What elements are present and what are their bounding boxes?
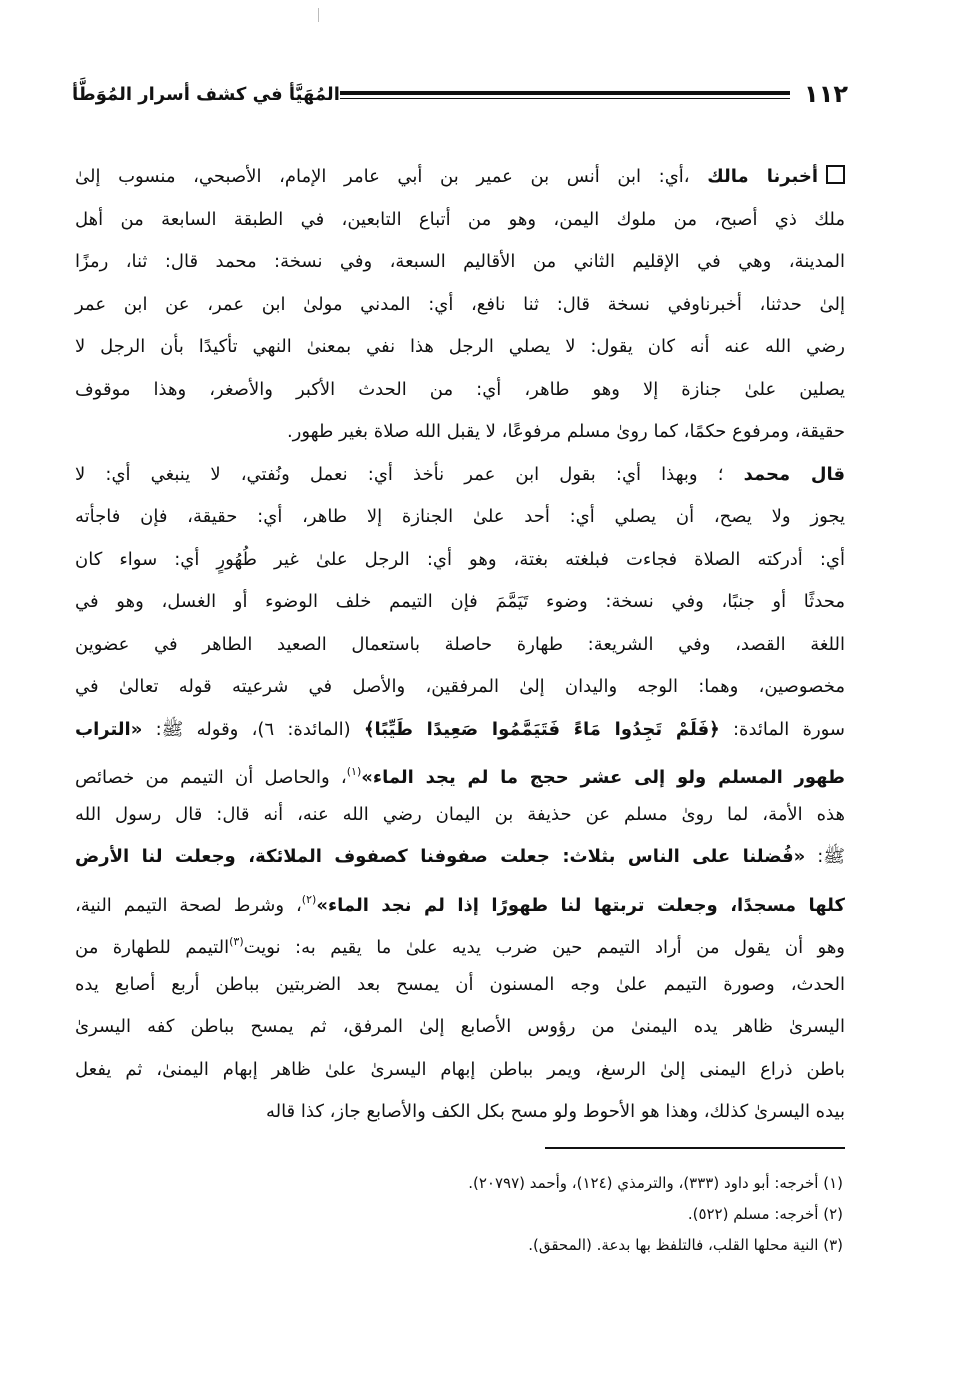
page-header (72, 78, 848, 114)
text-line (75, 326, 845, 369)
text-segment: يصلين علىٰ جنازة إلا وهو طاهر، أي: من الحدث الأكبر والأصغر، وهذا موقوف (75, 378, 845, 400)
text-segment: مخصوصين، وهما: الوجه واليدان إلىٰ المرفقين، والأصل في شرعيته قوله تعالىٰ في (75, 676, 845, 697)
text-line (75, 836, 845, 879)
footnote-2: (٢) أخرجه: مسلم (٥٢٢). (687, 1205, 843, 1223)
text-segment: ، وشرط لصحة التيمم النية، (75, 894, 302, 916)
text-segment: وهو أن يقول من أراد التيمم حين ضرب يديه علىٰ ما يقيم به: نويت (243, 937, 845, 958)
footnotes (143, 1168, 843, 1261)
text-line (75, 539, 845, 582)
text-line (75, 411, 845, 454)
text-segment: اللغة القصد، وفي الشريعة: طهارة حاصلة باستعمال الصعيد الطاهر في عضوين (75, 633, 845, 655)
text-segment: المدينة، وهي في الإقليم الثاني من الأقاليم السبعة، وفي نسخة: محمد قال: ثنا، رمزًا (75, 251, 845, 272)
text-line (75, 1049, 845, 1092)
bold-text: أخبرنا مالك (707, 166, 818, 187)
footnote-ref: (١) (346, 765, 362, 778)
text-line (75, 496, 845, 539)
text-segment: بيده اليسرىٰ كذلك، وهذا هو الأحوط ولو مسح بكل الكف والأصابع جاز، كذا قاله (265, 1101, 845, 1122)
running-title: المُهَيَّأ في كشف أسرار المُوَطَّأ (72, 84, 340, 105)
footnote-ref: (٢) (301, 892, 317, 906)
bold-text: «التراب (75, 718, 143, 740)
footnote-divider (545, 1147, 845, 1149)
footnote-ref: (٣) (229, 935, 244, 948)
text-segment: هذه الأمة، لما روىٰ مسلم عن حذيفة بن اليمان رضي الله عنه، أنه قال: قال رسول الله (75, 803, 845, 825)
bold-text: كلها مسجدًا، وجعلت تربتها لنا طهورًا إذا لم نجد الماء» (316, 894, 845, 916)
bold-text: قال محمد (743, 463, 845, 485)
text-segment: إلىٰ حدثنا، أخبرناوفي نسخة قال: ثنا نافع، أي: المدني مولىٰ ابن عمر، عن ابن عمر (75, 293, 845, 315)
text-segment: محدثًا أو جنبًا، وفي نسخة: وضوء تَيَمَّمَ فإن التيمم خلف الوضوء أو الغسل، وهو في (75, 591, 845, 612)
text-segment: التيمم للطهارة من (75, 937, 230, 958)
text-line (75, 1006, 845, 1049)
text-segment: سورة المائدة: (719, 718, 846, 740)
text-segment: باطن ذراع اليمنى إلىٰ الرسغ، ويمر بباطن إبهام اليسرىٰ علىٰ ظاهر إبهام اليمنىٰ، ثم يفعل (75, 1058, 845, 1080)
text-line (75, 454, 845, 497)
text-segment: ؛ وبهذا أي: بقول ابن عمر نأخذ أي: نعمل ونُفتي، لا ينبغي أي: لا (75, 463, 744, 485)
square-icon (826, 165, 845, 184)
text-line (75, 241, 845, 284)
header-rule (340, 91, 790, 95)
footnote-3: (٣) النية محلها القلب، فالتلفظ بها بدعة. (المحقق). (528, 1236, 843, 1254)
text-segment: اليسرىٰ ظاهر يده اليمنىٰ من رؤوس الأصابع إلىٰ المرفق، ثم يمسح بباطن كفه اليسرىٰ (75, 1016, 845, 1037)
text-line (75, 921, 845, 964)
text-segment: رضي الله عنه أنه كان يقول: لا يصلي الرجل هذا نفي بمعنىٰ النهي تأكيدًا بأن الرجل لا (75, 336, 845, 357)
text-segment: يجوز ولا يصح، أن يصلي أي: أحد علىٰ الجنازة إلا طاهر، أي: حقيقة، فإن فاجأته (75, 506, 845, 527)
text-segment: (المائدة: ٦)، وقوله ﷺ: (142, 718, 364, 740)
scan-mark (318, 8, 319, 22)
text-line (75, 794, 845, 837)
text-line (75, 666, 845, 709)
bold-text: ﴿فَلَمْ تَجِدُوا مَاءً فَتَيَمَّمُوا صَعِيدًا طَيِّبًا﴾ (363, 718, 720, 740)
text-line (75, 581, 845, 624)
text-segment: ، والحاصل أن التيمم من خصائص (75, 767, 347, 788)
text-line (75, 624, 845, 667)
text-line (75, 1091, 845, 1134)
text-line (75, 751, 845, 794)
text-segment: حقيقة، ومرفوع حكمًا، كما روىٰ مسلم مرفوعًا، لا يقبل الله صلاة بغير طهور. (286, 421, 845, 442)
text-segment: أي: أدركته الصلاة فجاءت فبلغته بغتة، وهو أي: الرجل علىٰ غير طُهُورٍ أي: سواء كان (75, 548, 845, 570)
page-number: ١١٢ (804, 80, 848, 108)
text-segment: ﷺ: (805, 846, 846, 867)
footnote-1: (١) أخرجه: أبو داود (٣٣٣)، والترمذي (١٢٤)، وأحمد (٢٠٧٩٧). (468, 1174, 843, 1192)
text-line (75, 369, 845, 412)
bold-text: «فُضلنا على الناس بثلاث: جعلت صفوفنا كصفوف الملائكة، وجعلت لنا الأرض (75, 846, 806, 867)
text-line (75, 156, 845, 199)
text-segment: ،أي: ابن أنس بن عمير بن أبي عامر الإمام، الأصبحي، منسوب إلىٰ (75, 166, 708, 187)
text-line (75, 284, 845, 327)
text-segment: الحدث، وصورة التيمم علىٰ وجه المسنون أن يمسح بعد الضربتين بباطن أربع أصابع يده (75, 973, 845, 995)
text-segment: ملك ذي أصبح، من ملوك اليمن، وهو من أتباع التابعين، في الطبقة السابعة من أهل (75, 208, 845, 230)
bold-text: طهور المسلم ولو إلى عشر حجج ما لم يجد الماء» (361, 767, 846, 788)
text-line (75, 709, 845, 752)
text-line (75, 879, 845, 922)
text-line (75, 964, 845, 1007)
body-text (75, 156, 845, 1134)
text-line (75, 199, 845, 242)
